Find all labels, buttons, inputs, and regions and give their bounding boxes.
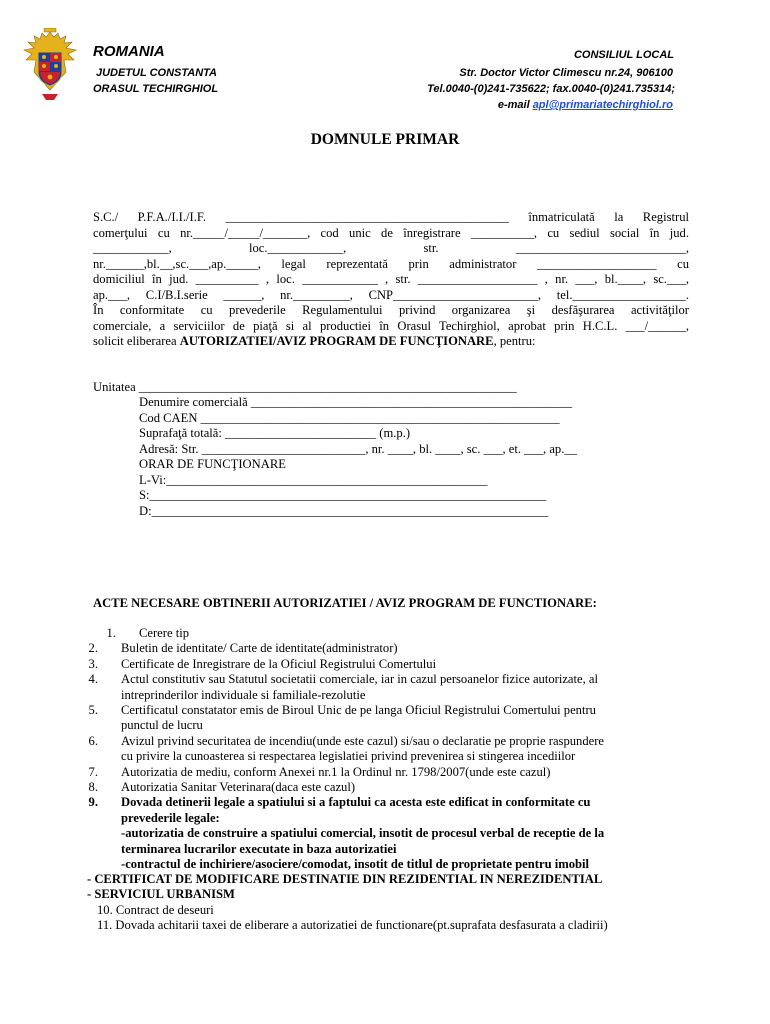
header-town: ORASUL TECHIRGHIOL — [93, 83, 219, 95]
unit-line: L-Vi:___________________________________________________ — [139, 473, 488, 487]
doc-text-line: Cerere tip — [139, 626, 189, 640]
request-last-prefix: solicit eliberarea — [93, 334, 180, 348]
romania-coat-of-arms-icon — [18, 28, 82, 100]
doc-text-line: Certificatul constatator emis de Biroul Unic de pe langa Oficiul Registrului Comertului pentru — [121, 703, 596, 717]
doc-text-line: -autorizatia de construire a spatiului comercial, insotit de procesul verbal de receptie de la — [121, 826, 605, 841]
request-line: comerciale, a serviciilor de piaţă si al productiei în Orasul Techirghiol, aprobat prin H.C.L. ___/______, — [93, 318, 689, 333]
request-last-suffix: , pentru: — [493, 334, 536, 348]
doc-number: 4. — [88, 672, 98, 687]
request-line: ____________, loc.____________, str. ___________________________, — [93, 241, 689, 255]
unit-line: Adresă: Str. __________________________, nr. ____, bl. ____, sc. ___, et. ___, ap.__ — [139, 442, 577, 456]
header-county: JUDETUL CONSTANTA — [96, 67, 217, 79]
doc-number: 3. — [88, 656, 98, 671]
header-address: Str. Doctor Victor Climescu nr.24, 906100 — [459, 67, 673, 79]
doc-number: 7. — [88, 764, 98, 779]
extra-bold-line: - SERVICIUL URBANISM — [87, 887, 235, 901]
request-paragraph — [93, 210, 689, 350]
request-line: ap.___, C.I/B.I.serie ______, nr._________, CNP_______________________, tel.__________________. — [93, 287, 689, 302]
header-council: CONSILIUL LOCAL — [573, 49, 674, 61]
doc-number: 6. — [88, 733, 98, 748]
doc-text-line: Avizul privind securitatea de incendiu(unde este cazul) si/sau o declaratie pe proprie raspundere — [121, 733, 605, 748]
request-last-bold: AUTORIZATIEI/AVIZ PROGRAM DE FUNCŢIONARE — [179, 334, 494, 348]
doc-text-line: Autorizatia de mediu, conform Anexei nr.1 la Ordinul nr. 1798/2007(unde este cazul) — [121, 764, 551, 779]
email-label: e-mail — [497, 99, 533, 111]
doc-text-line: -contractul de inchiriere/asociere/comodat, insotit de titlul de proprietate pentru imobil — [121, 857, 590, 871]
unit-line: Cod CAEN _________________________________________________________ — [139, 411, 560, 425]
document-title: DOMNULE PRIMAR — [310, 131, 460, 148]
unit-line: Unitatea ____________________________________________________________ — [93, 380, 517, 394]
request-line: comerţului cu nr._____/_____/_______, cod unic de înregistrare __________, cu sediul social în jud. — [93, 225, 689, 240]
unit-line: Suprafaţă totală: ________________________ (m.p.) — [139, 426, 411, 440]
doc-number: 8. — [88, 780, 98, 794]
header-email-line — [498, 97, 673, 113]
request-line: domiciliul în jud. __________ , loc. ____________ , str. ___________________ , nr. ___, bl.____, sc.___, — [93, 272, 689, 286]
request-line: S.C./ P.F.A./I.I./I.F. _____________________________________________ înmatriculată la Registrul — [93, 210, 689, 224]
unit-line: ORAR DE FUNCŢIONARE — [139, 457, 286, 471]
doc-text-line: Certificate de Inregistrare de la Oficiul Registrului Comertului — [121, 656, 437, 671]
doc-text-line: punctul de lucru — [121, 718, 203, 733]
header-phone-fax: Tel.0040-(0)241-735622; fax.0040-(0)241.735314; — [427, 83, 675, 95]
doc-text-line: cu privire la cunoasterea si respectarea legislatiei privind prevenirea si stingerea incediilor — [121, 749, 576, 764]
doc-text-line: terminarea lucrarilor executate in baza autorizatiei — [121, 841, 397, 856]
request-last-line — [93, 334, 689, 350]
unit-line: Denumire comercială ___________________________________________________ — [139, 395, 573, 409]
docs-heading: ACTE NECESARE OBTINERII AUTORIZATIEI / AVIZ PROGRAM DE FUNCTIONARE: — [93, 596, 597, 610]
unit-line: D:_______________________________________________________________ — [139, 504, 549, 518]
extra-bold-line: - CERTIFICAT DE MODIFICARE DESTINATIE DIN REZIDENTIAL IN NEREZIDENTIAL — [87, 872, 603, 886]
doc-number: 1. — [106, 626, 116, 640]
doc-text-line: prevederile legale: — [121, 810, 220, 825]
doc-text-line: Actul constitutiv sau Statutul societatii comerciale, iar in cazul persoanelor fizice autorizate, al — [121, 672, 598, 687]
tail-item: 11. Dovada achitarii taxei de eliberare a autorizatiei de functionare(pt.suprafata desfasurata a cladirii) — [97, 918, 608, 932]
doc-number: 2. — [88, 641, 98, 656]
email-link[interactable]: apl@primariatechirghiol.ro — [532, 99, 673, 111]
request-line: În conformitate cu prevederile Regulamentului privind organizarea şi desfăşurarea activităţilor — [93, 303, 689, 317]
header-country: ROMANIA — [93, 43, 165, 60]
doc-text-line: Dovada detinerii legale a spatiului si a faptului ca acesta este edificat in conformitate cu — [121, 795, 591, 810]
request-line: nr.______,bl.__,sc.___,ap._____, legal reprezentată prin administrator ___________________ cu — [93, 256, 689, 271]
doc-number: 9. — [88, 795, 98, 810]
doc-number: 5. — [88, 703, 98, 717]
doc-text-line: Autorizatia Sanitar Veterinara(daca este cazul) — [121, 780, 356, 794]
doc-text-line: intreprinderilor individuale si familiale-rezolutie — [121, 687, 366, 702]
unit-line: S:_______________________________________________________________ — [139, 488, 547, 502]
doc-text-line: Buletin de identitate/ Carte de identitate(administrator) — [121, 641, 398, 656]
tail-item: 10. Contract de deseuri — [97, 903, 214, 917]
